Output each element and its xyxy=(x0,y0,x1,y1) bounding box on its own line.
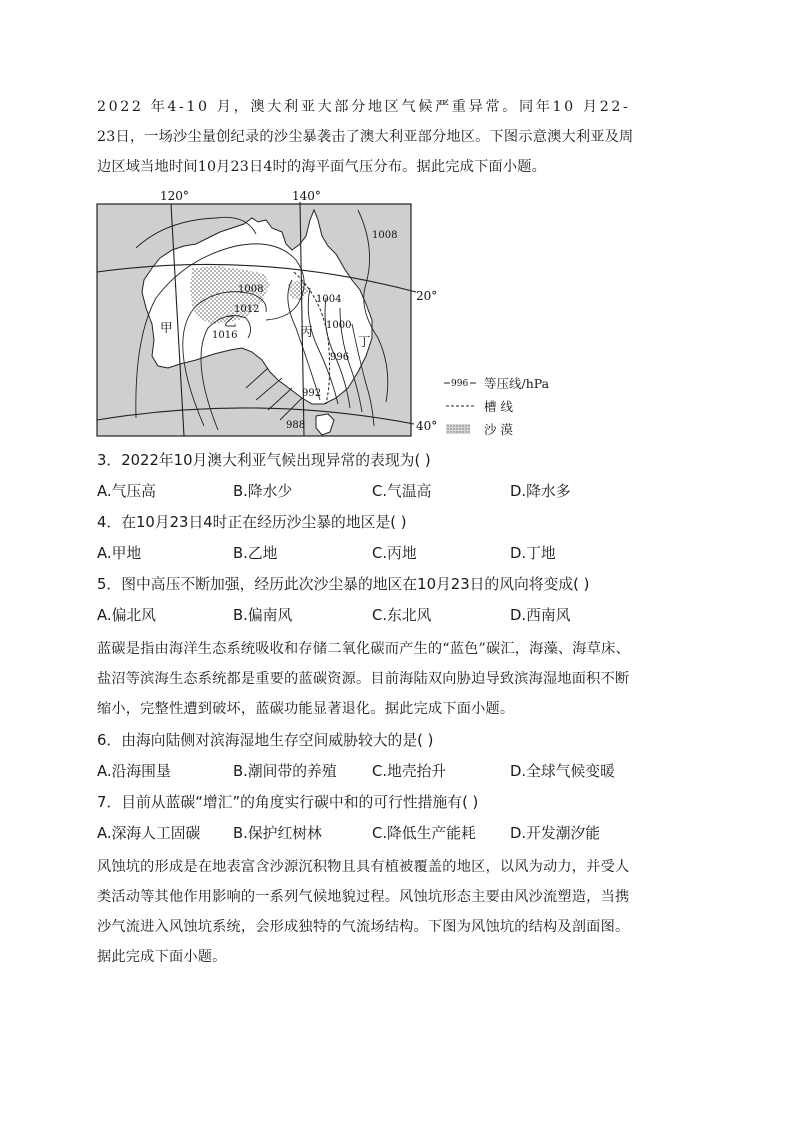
intro3-line3: 沙气流进入风蚀坑系统，会形成独特的气流场结构。下图为风蚀坑的结构及剖面图。 xyxy=(97,919,630,935)
question-5-option-b[interactable]: B.偏南风 xyxy=(233,607,293,624)
question-4-option-d[interactable]: D.丁地 xyxy=(510,545,556,562)
australia-pressure-map xyxy=(96,188,556,440)
intro3-line4: 据此完成下面小题。 xyxy=(97,949,227,965)
question-3-option-b[interactable]: B.降水少 xyxy=(233,483,293,500)
place-jia: 甲 xyxy=(160,320,173,335)
question-7-option-c[interactable]: C.降低生产能耗 xyxy=(372,825,476,842)
question-5-stem: 5．图中高压不断加强，经历此次沙尘暴的地区在10月23日的风向将变成( ) xyxy=(97,576,590,593)
legend-desert-label: 沙 漠 xyxy=(484,422,513,437)
question-4-option-b[interactable]: B.乙地 xyxy=(233,545,278,562)
question-3-option-c[interactable]: C.气温高 xyxy=(372,483,432,500)
question-6-option-d[interactable]: D.全球气候变暖 xyxy=(510,763,615,780)
lon-120-label: 120° xyxy=(160,189,189,203)
question-6-option-a[interactable]: A.沿海围垦 xyxy=(97,763,171,780)
question-6-stem: 6．由海向陆侧对滨海湿地生存空间威胁较大的是( ) xyxy=(97,732,434,749)
place-bing: 丙 xyxy=(300,324,313,339)
isobar-label-1004: 1004 xyxy=(316,294,342,305)
isobar-label-988: 988 xyxy=(286,420,306,431)
question-5-option-d[interactable]: D.西南风 xyxy=(510,607,571,624)
isobar-label-1000: 1000 xyxy=(326,320,352,331)
lon-140-label: 140° xyxy=(292,189,321,203)
legend-isobar-sample: 996 xyxy=(451,379,469,389)
isobar-label-1012: 1012 xyxy=(234,304,260,315)
intro2-line1: 蓝碳是指由海洋生态系统吸收和存储二氧化碳而产生的“蓝色”碳汇，海藻、海草床、 xyxy=(97,641,630,657)
isobar-label-1008-east: 1008 xyxy=(372,230,398,241)
question-3-stem: 3．2022年10月澳大利亚气候出现异常的表现为( ) xyxy=(97,452,431,469)
place-yi: 乙 xyxy=(224,314,237,329)
intro1-line2: 23日，一场沙尘量创纪录的沙尘暴袭击了澳大利亚部分地区。下图示意澳大利亚及周 xyxy=(97,129,634,145)
question-4-option-c[interactable]: C.丙地 xyxy=(372,545,417,562)
lat-20-label: 20° xyxy=(416,289,438,303)
isobar-label-996: 996 xyxy=(330,352,350,363)
question-5-option-c[interactable]: C.东北风 xyxy=(372,607,432,624)
intro2-line3: 缩小，完整性遭到破坏，蓝碳功能显著退化。据此完成下面小题。 xyxy=(97,701,515,717)
legend-trough-label: 槽 线 xyxy=(484,399,513,414)
legend-desert-swatch xyxy=(446,424,470,434)
question-4-stem: 4．在10月23日4时正在经历沙尘暴的地区是( ) xyxy=(97,514,407,531)
isobar-label-1016: 1016 xyxy=(212,330,238,341)
isobar-label-1008-west: 1008 xyxy=(238,284,264,295)
question-7-stem: 7．目前从蓝碳“增汇”的角度实行碳中和的可行性措施有( ) xyxy=(97,794,479,811)
intro2-line2: 盐沼等滨海生态系统都是重要的蓝碳资源。目前海陆双向胁迫导致滨海湿地面积不断 xyxy=(97,671,630,687)
question-6-option-b[interactable]: B.潮间带的养殖 xyxy=(233,763,337,780)
question-6-option-c[interactable]: C.地壳抬升 xyxy=(372,763,447,780)
question-5-option-a[interactable]: A.偏北风 xyxy=(97,607,156,624)
question-3-option-d[interactable]: D.降水多 xyxy=(510,483,571,500)
intro3-line1: 风蚀坑的形成是在地表富含沙源沉积物且具有植被覆盖的地区，以风为动力，并受人 xyxy=(97,859,630,875)
legend-isobar-label: 等压线/hPa xyxy=(484,376,550,391)
question-7-option-a[interactable]: A.深海人工固碳 xyxy=(97,825,201,842)
intro1-line1: 2022 年4-10 月，澳大利亚大部分地区气候严重异常。同年10 月22- xyxy=(97,99,631,115)
place-ding: 丁 xyxy=(358,334,371,349)
isobar-label-992: 992 xyxy=(302,388,322,399)
question-7-option-b[interactable]: B.保护红树林 xyxy=(233,825,322,842)
intro3-line2: 类活动等其他作用影响的一系列气候地貌过程。风蚀坑形态主要由风沙流塑造，当携 xyxy=(97,889,630,905)
question-4-option-a[interactable]: A.甲地 xyxy=(97,545,142,562)
lat-40-label: 40° xyxy=(416,419,438,433)
question-3-option-a[interactable]: A.气压高 xyxy=(97,483,156,500)
question-7-option-d[interactable]: D.开发潮汐能 xyxy=(510,825,601,842)
intro1-line3: 边区域当地时间10月23日4时的海平面气压分布。据此完成下面小题。 xyxy=(97,159,546,175)
